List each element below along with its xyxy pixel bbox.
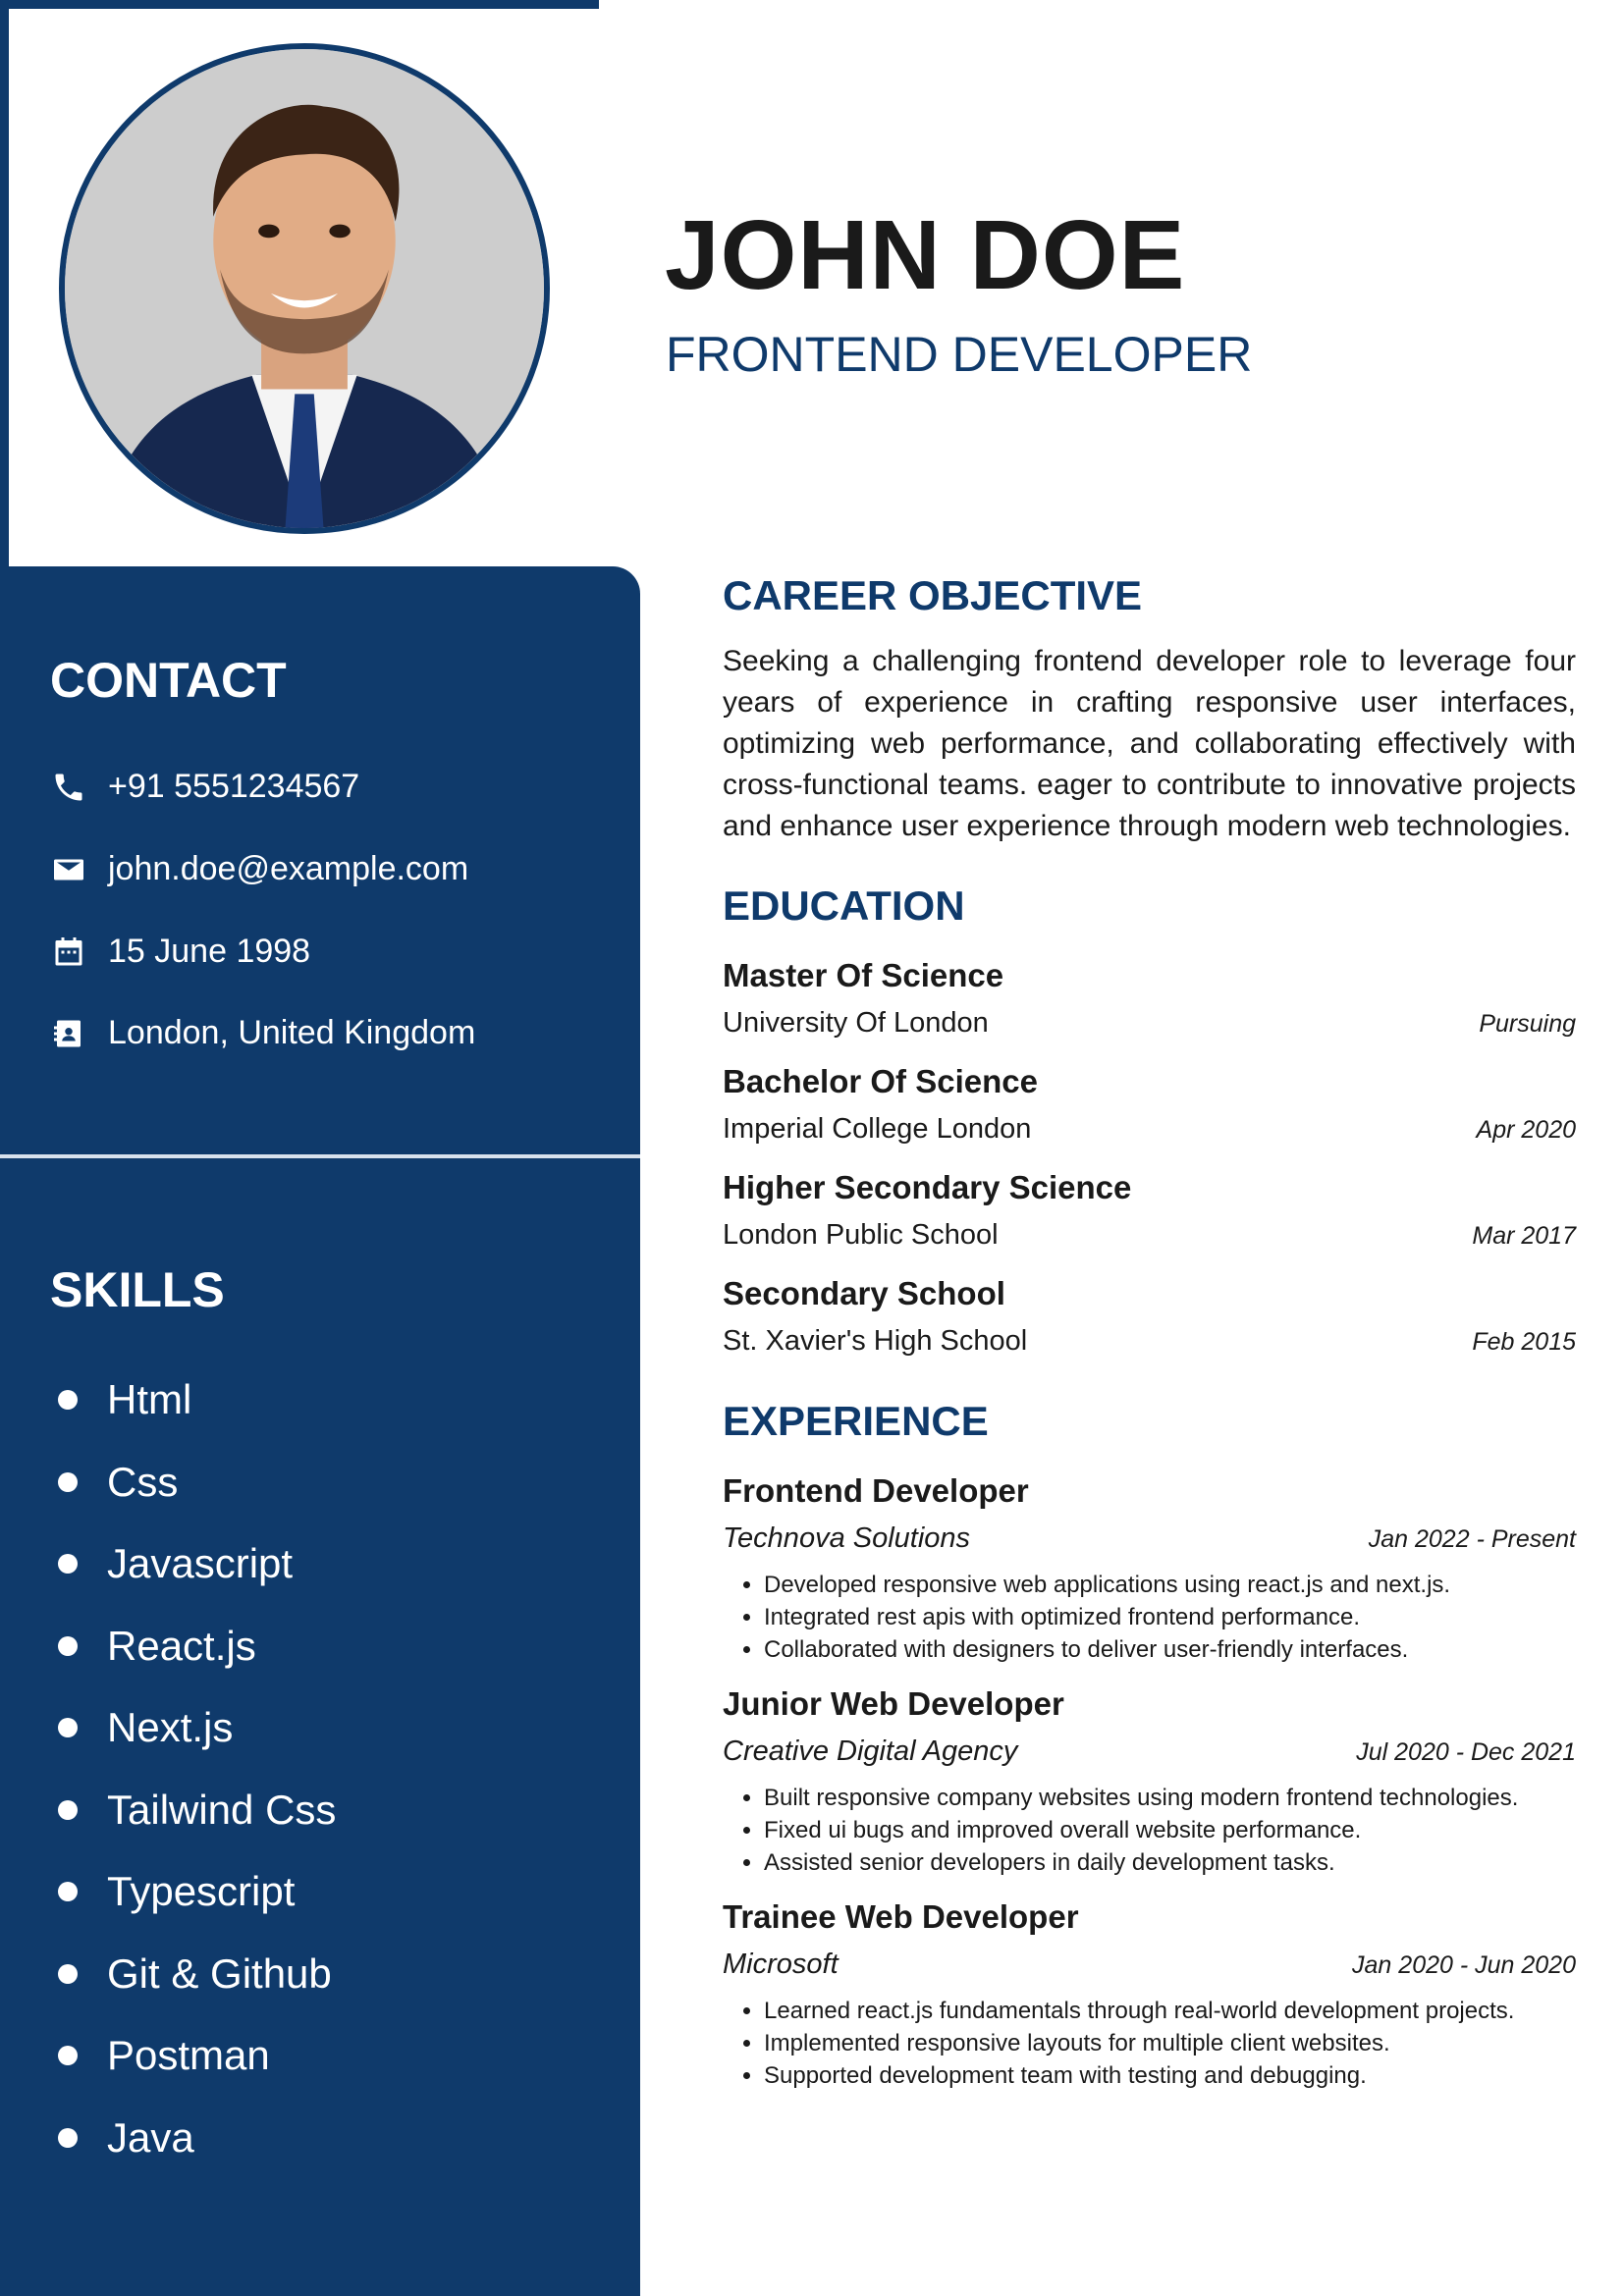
skill-item [58, 1704, 233, 1751]
skill-label: React.js [107, 1623, 256, 1669]
contact-email [50, 850, 468, 888]
job-bullets [723, 1995, 1576, 2092]
degree-title: Bachelor Of Science [723, 1063, 1038, 1099]
job-dates: Jan 2022 - Present [1368, 1525, 1576, 1553]
skill-label: Java [107, 2114, 194, 2161]
job-title: Frontend Developer [723, 1472, 1029, 1509]
degree-title: Higher Secondary Science [723, 1169, 1132, 1205]
email-text: john.doe@example.com [108, 850, 469, 887]
skill-item [58, 2032, 270, 2079]
skill-label: Next.js [107, 1704, 234, 1750]
skill-item [58, 1623, 256, 1670]
job-bullet: • Supported development team with testing and debugging. [764, 2059, 1576, 2092]
skill-label: Git & Github [107, 1950, 332, 1997]
frame-left-bar [0, 0, 9, 569]
school-name: University Of London [723, 1007, 989, 1039]
contact-heading: CONTACT [50, 653, 287, 708]
bullet-dot [58, 1718, 78, 1737]
objective-heading: CAREER OBJECTIVE [723, 572, 1143, 618]
skill-item [58, 1459, 178, 1506]
job-title: Junior Web Developer [723, 1685, 1064, 1722]
contact-birthdate [50, 933, 310, 971]
job-bullet: • Learned react.js fundamentals through real-world development projects. [764, 1995, 1576, 2027]
bullet-dot [58, 2046, 78, 2065]
location-text: London, United Kingdom [108, 1014, 476, 1051]
job-bullet: • Assisted senior developers in daily development tasks. [764, 1846, 1576, 1879]
skill-label: Postman [107, 2032, 270, 2078]
frame-top-bar [0, 0, 599, 9]
skill-item [58, 1787, 336, 1834]
skill-label: Tailwind Css [107, 1787, 337, 1833]
job-title: Trainee Web Developer [723, 1898, 1079, 1935]
address-book-icon [50, 1015, 87, 1052]
job-bullets [723, 1569, 1576, 1666]
skill-label: Css [107, 1459, 179, 1505]
bullet-dot [58, 2128, 78, 2148]
degree-title: Secondary School [723, 1275, 1005, 1311]
candidate-role: FRONTEND DEVELOPER [666, 327, 1253, 382]
skill-label: Html [107, 1376, 192, 1422]
job-bullet: • Implemented responsive layouts for multiple client websites. [764, 2027, 1576, 2059]
education-entry [723, 1171, 1576, 1252]
degree-title: Master Of Science [723, 957, 1004, 993]
mail-icon [50, 851, 87, 888]
experience-entry [723, 1474, 1576, 1666]
education-entry [723, 1065, 1576, 1146]
education-heading: EDUCATION [723, 882, 965, 929]
experience-entry [723, 1687, 1576, 1879]
bullet-dot [58, 1390, 78, 1410]
contact-location [50, 1014, 475, 1052]
job-dates: Jul 2020 - Dec 2021 [1356, 1738, 1576, 1766]
skill-item [58, 2114, 194, 2162]
education-date: Feb 2015 [1472, 1328, 1576, 1356]
skill-item [58, 1950, 332, 1998]
bullet-dot [58, 1964, 78, 1984]
school-name: St. Xavier's High School [723, 1325, 1028, 1357]
bullet-dot [58, 1882, 78, 1901]
objective-text: Seeking a challenging frontend developer role to leverage four years of experience in crafting responsive user interfaces, optimizing web performance, and collaborating effectively with cross-functional teams. eager to contribute to innovative projects and enhance user experience through modern web technologies. [723, 645, 1576, 842]
birthdate-text: 15 June 1998 [108, 933, 311, 970]
bullet-dot [58, 1800, 78, 1820]
education-date: Apr 2020 [1476, 1116, 1576, 1144]
skill-label: Typescript [107, 1868, 296, 1914]
bullet-dot [58, 1472, 78, 1492]
phone-icon [50, 769, 87, 806]
contact-phone [50, 768, 359, 806]
job-bullet: • Collaborated with designers to deliver user-friendly interfaces. [764, 1633, 1576, 1666]
education-entry [723, 959, 1576, 1040]
portrait-illustration [65, 49, 544, 528]
skill-label: Javascript [107, 1540, 294, 1586]
bullet-dot [58, 1554, 78, 1574]
candidate-name: JOHN DOE [665, 200, 1186, 310]
job-bullet: • Built responsive company websites using modern frontend technologies. [764, 1782, 1576, 1814]
job-dates: Jan 2020 - Jun 2020 [1352, 1951, 1576, 1979]
education-entry [723, 1277, 1576, 1358]
job-bullet: • Developed responsive web applications using react.js and next.js. [764, 1569, 1576, 1601]
skills-heading: SKILLS [50, 1262, 225, 1317]
education-date: Pursuing [1479, 1010, 1576, 1038]
profile-photo [59, 43, 550, 534]
phone-text: +91 5551234567 [108, 768, 360, 805]
company-name: Microsoft [723, 1949, 839, 1980]
skill-item [58, 1540, 293, 1587]
school-name: Imperial College London [723, 1113, 1032, 1145]
company-name: Technova Solutions [723, 1522, 971, 1554]
experience-entry [723, 1900, 1576, 2092]
school-name: London Public School [723, 1219, 999, 1251]
experience-heading: EXPERIENCE [723, 1398, 989, 1444]
job-bullets [723, 1782, 1576, 1879]
company-name: Creative Digital Agency [723, 1735, 1018, 1767]
education-date: Mar 2017 [1472, 1222, 1576, 1250]
bullet-dot [58, 1636, 78, 1656]
skill-item [58, 1376, 191, 1423]
calendar-icon [50, 934, 87, 971]
sidebar-divider [0, 1154, 640, 1158]
job-bullet: • Integrated rest apis with optimized frontend performance. [764, 1601, 1576, 1633]
job-bullet: • Fixed ui bugs and improved overall website performance. [764, 1814, 1576, 1846]
skill-item [58, 1868, 295, 1915]
